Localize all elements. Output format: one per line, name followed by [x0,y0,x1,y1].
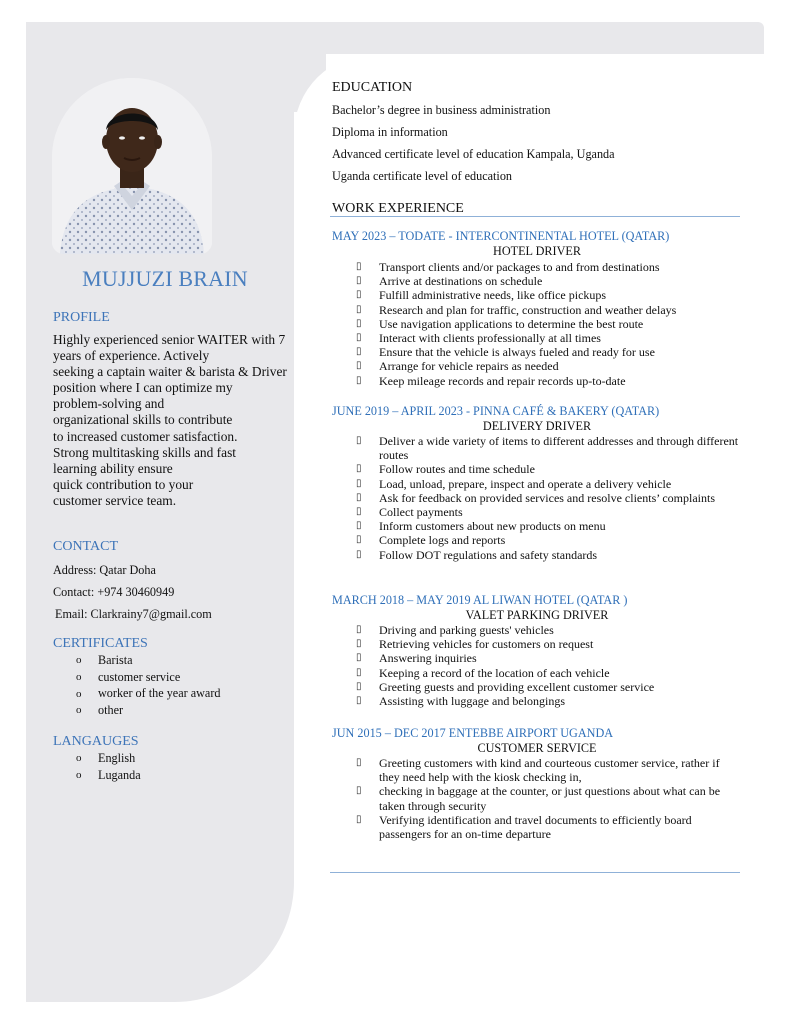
list-item: o Luganda [76,767,141,782]
profile-heading: PROFILE [53,310,110,325]
list-item: o customer service [76,669,181,684]
education-item: Bachelor’s degree in business administration [332,103,551,117]
job-tasks [356,260,741,388]
profile-summary: Highly experienced senior WAITER with 7 years of experience. Actively seeking a captain waiter & barista & Driver position where I can optimize my problem-solving and organizational skills to contribute to increased customer satisfaction. Strong multitasking skills and fast learning ability ensure quick contribution to your customer service team. [53,332,287,508]
list-item: ▯ Greeting customers with kind and courteous customer service, rather if they need help with the kiosk checking in, [356,756,720,785]
list-item: ▯ Interact with clients professionally at all times [356,331,601,346]
list-item: ▯ Keep mileage records and repair records up-to-date [356,373,626,388]
list-item: ▯ Arrive at destinations on schedule [356,274,543,289]
list-item: ▯ Inform customers about new products on menu [356,519,606,534]
job-title: JUN 2015 – DEC 2017 ENTEBBE AIRPORT UGANDA [332,726,614,740]
contact-phone: Contact: +974 30460949 [53,585,175,599]
job-role: VALET PARKING DRIVER [465,608,609,622]
list-item: ▯ Complete logs and reports [356,533,506,548]
job-tasks [356,756,741,841]
list-item: ▯ Collect payments [356,505,463,520]
job-tasks [356,434,741,562]
certificates-list [76,652,221,719]
candidate-name: MUJJUZI BRAIN [82,266,248,291]
profile-photo [52,78,212,254]
list-item: ▯ Greeting guests and providing excellent customer service [356,679,655,694]
list-item: ▯ Retrieving vehicles for customers on request [356,637,594,652]
list-item: o other [76,702,124,717]
list-item: ▯ Fulfill administrative needs, like office pickups [356,288,607,303]
education-heading: EDUCATION [332,80,413,95]
job-tasks [356,623,741,708]
certificates-heading: CERTIFICATES [53,636,148,651]
list-item: ▯ Use navigation applications to determine the best route [356,316,644,331]
list-item: ▯ Verifying identification and travel documents to efficiently board passengers for an on-time departure [356,812,692,842]
languages-heading: LANGAUGES [53,734,139,749]
list-item: ▯ Follow DOT regulations and safety standards [356,547,598,562]
education-item: Advanced certificate level of education Kampala, Uganda [332,147,615,161]
job-role: HOTEL DRIVER [493,244,581,258]
job-role: CUSTOMER SERVICE [477,741,597,755]
list-item: ▯ Research and plan for traffic, construction and weather delays [356,302,677,317]
contact-heading: CONTACT [53,539,118,554]
job-title: MAY 2023 – TODATE - INTERCONTINENTAL HOTEL (QATAR) [332,229,670,243]
list-item: ▯ Transport clients and/or packages to and from destinations [356,260,660,274]
list-item: ▯ checking in baggage at the counter, or just questions about what can be taken through security [356,784,721,813]
education-item: Diploma in information [332,125,448,139]
divider [330,872,740,873]
list-item: ▯ Driving and parking guests' vehicles [356,623,554,637]
list-item: ▯ Deliver a wide variety of items to different addresses and through different routes [356,434,739,463]
list-item: ▯ Arrange for vehicle repairs as needed [356,359,559,374]
list-item: ▯ Assisting with luggage and belongings [356,694,565,709]
list-item: ▯ Keeping a record of the location of each vehicle [356,665,610,680]
work-heading: WORK EXPERIENCE [332,201,464,216]
list-item: ▯ Ask for feedback on provided services and resolve clients’ complaints [356,490,715,505]
job-title: JUNE 2019 – APRIL 2023 - PINNA CAFÉ & BAKERY (QATAR) [332,404,660,418]
job-title: MARCH 2018 – MAY 2019 AL LIWAN HOTEL (QATAR ) [332,593,628,607]
job-role: DELIVERY DRIVER [482,419,592,433]
contact-address: Address: Qatar Doha [53,563,156,577]
education-item: Uganda certificate level of education [332,169,513,183]
contact-email: Email: Clarkrainy7@gmail.com [55,607,212,621]
list-item: o English [76,750,136,765]
list-item: ▯ Follow routes and time schedule [356,462,535,477]
list-item: o worker of the year award [76,686,221,701]
divider [330,216,740,217]
list-item: ▯ Ensure that the vehicle is always fueled and ready for use [356,345,655,360]
list-item: o Barista [76,652,133,667]
list-item: ▯ Load, unload, prepare, inspect and operate a delivery vehicle [356,476,672,491]
languages-list [76,750,141,783]
list-item: ▯ Answering inquiries [356,651,477,666]
